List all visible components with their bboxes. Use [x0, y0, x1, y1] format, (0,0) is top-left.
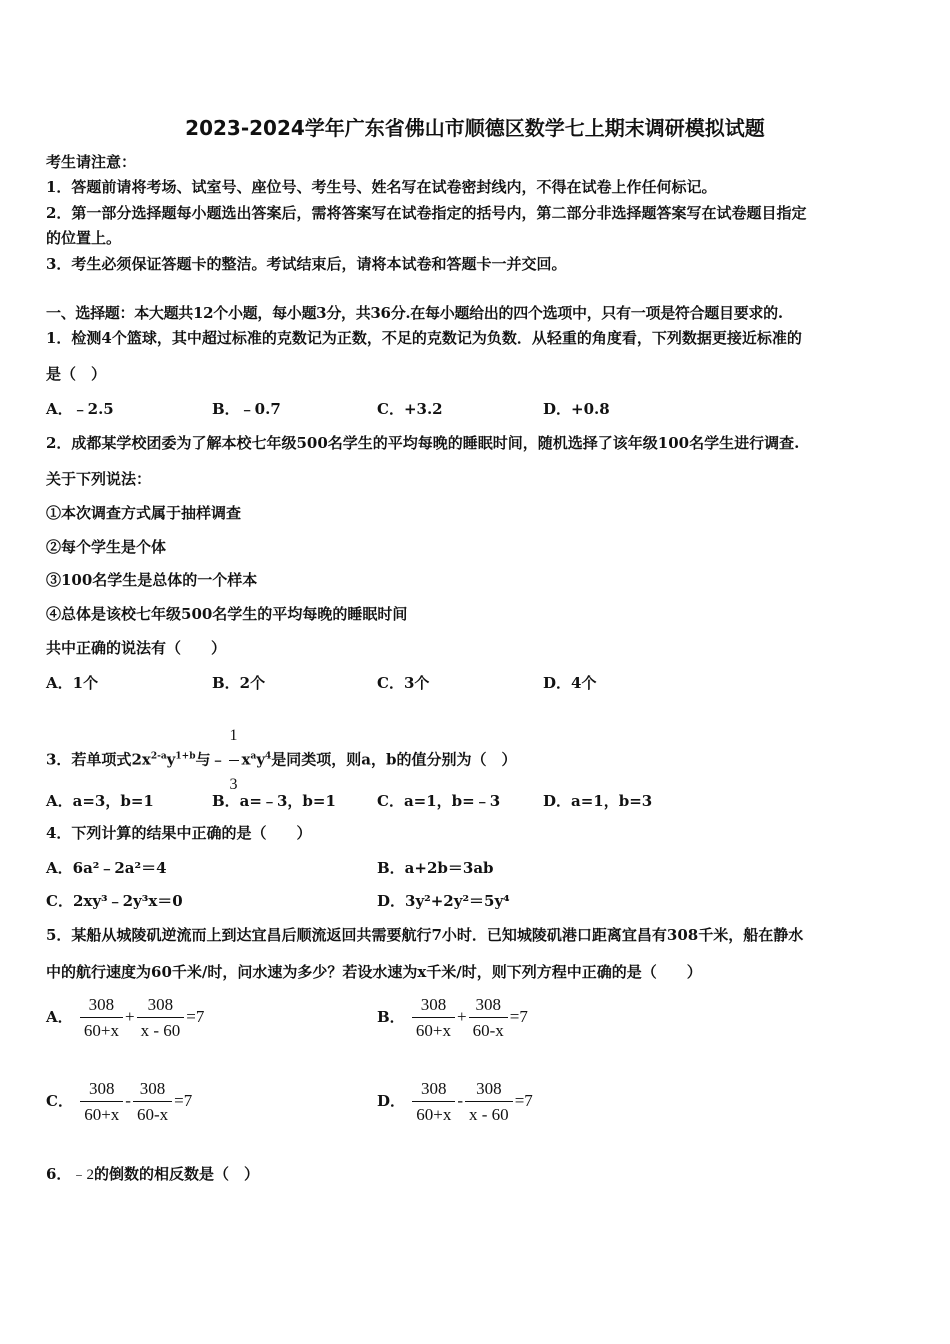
q5-c-frac-2-num: 308 [133, 1079, 172, 1102]
q5-option-a [46, 995, 204, 1041]
q3-option-b: B．a=﹣3，b=1 [212, 792, 336, 810]
notice-item-3: 3．考生必须保证答题卡的整洁。考试结束后，请将本试卷和答题卡一并交回。 [46, 255, 567, 273]
q6-text: 的倒数的相反数是（ ） [93, 1165, 259, 1183]
q3-var-y2: y [256, 750, 266, 769]
q2-stem: 2．成都某学校团委为了解本校七年级500名学生的平均每晚的睡眠时间，随机选择了该年级100名学生进行调查. [46, 434, 800, 452]
q3-var-y1: y [166, 750, 176, 769]
q5-d-operator: - [457, 1091, 464, 1110]
q3-exp-4: 4 [265, 751, 272, 762]
q3-option-c: C．a=1，b=﹣3 [377, 792, 501, 810]
q5-d-frac-1-num: 308 [412, 1079, 455, 1102]
q5-b-frac-2 [469, 995, 508, 1041]
q1-option-d: D．+0.8 [543, 400, 610, 418]
q4-option-c: C．2xy³﹣2y³x＝0 [46, 892, 183, 910]
q2-statement-3: ③100名学生是总体的一个样本 [46, 571, 258, 589]
q5-c-rhs: =7 [174, 1091, 193, 1110]
q2-statement-1: ①本次调查方式属于抽样调查 [46, 504, 242, 522]
q5-d-frac-2 [465, 1079, 513, 1125]
q5-option-b-label: B． [377, 1008, 405, 1026]
q5-a-frac-2 [137, 995, 185, 1041]
q2-statement-4: ④总体是该校七年级500名学生的平均每晚的睡眠时间 [46, 605, 408, 623]
q5-stem: 5．某船从城陵矶逆流而上到达宜昌后顺流返回共需要航行7小时．已知城陵矶港口距离宜昌有308千米，船在静水 [46, 926, 804, 944]
q3-frac-den: 3 [229, 776, 238, 793]
q5-d-frac-2-num: 308 [465, 1079, 513, 1102]
q5-a-frac-1-den: 60+x [83, 1021, 119, 1040]
q5-a-rhs: =7 [186, 1007, 205, 1026]
q3-frac-num: 1 [229, 712, 239, 761]
q6-number: 6． [46, 1165, 72, 1183]
page-title: 2023-2024学年广东省佛山市顺德区数学七上期末调研模拟试题 [185, 116, 765, 140]
q5-option-a-label: A． [46, 1008, 73, 1026]
q4-option-d: D．3y²+2y²＝5y⁴ [377, 892, 510, 910]
q4-option-a: A．6a²﹣2a²＝4 [46, 859, 167, 877]
notice-item-2: 2．第一部分选择题每小题选出答案后，需将答案写在试卷指定的括号内，第二部分非选择题答案写在试卷题目指定 [46, 204, 807, 222]
q2-stem-cont: 关于下列说法： [46, 470, 152, 488]
q5-d-frac-1-den: 60+x [416, 1105, 452, 1124]
q5-b-frac-2-num: 308 [469, 995, 508, 1018]
q5-d-frac-2-den: x - 60 [469, 1105, 509, 1124]
q6-stem [46, 1164, 259, 1185]
q1-stem: 1．检测4个篮球，其中超过标准的克数记为正数，不足的克数记为负数．从轻重的角度看，下列数据更接近标准的 [46, 329, 802, 347]
q5-option-c [46, 1079, 192, 1125]
q4-stem: 4．下列计算的结果中正确的是（ ） [46, 824, 312, 842]
notice-heading: 考生请注意： [46, 153, 137, 171]
q5-a-frac-2-num: 308 [137, 995, 185, 1018]
q3-var-x2: x [241, 750, 251, 769]
q2-option-a: A．1个 [46, 674, 99, 692]
q5-d-rhs: =7 [514, 1091, 533, 1110]
q3-exp-2: 1+b [175, 751, 196, 762]
q3-text-suffix: 是同类项，则a，b的值分别为（ ） [271, 750, 517, 769]
q5-a-frac-1 [80, 995, 123, 1041]
q5-b-frac-1-num: 308 [412, 995, 455, 1018]
q1-option-a: A．﹣2.5 [46, 400, 114, 418]
q5-option-d-label: D． [377, 1092, 406, 1110]
q6-value: ﹣2 [71, 1167, 94, 1183]
notice-item-1: 1．答题前请将考场、试室号、座位号、考生号、姓名写在试卷密封线内，不得在试卷上作任何标记。 [46, 178, 717, 196]
q5-c-frac-1 [80, 1079, 123, 1125]
q2-option-d: D．4个 [543, 674, 597, 692]
q5-stem-cont: 中的航行速度为60千米/时，问水速为多少？若设水速为x千米/时，则下列方程中正确的是（ ） [46, 963, 702, 981]
q5-c-frac-1-num: 308 [80, 1079, 123, 1102]
q5-a-operator: + [124, 1007, 135, 1026]
q3-text-with: 与﹣ [195, 750, 226, 769]
q3-option-d: D．a=1，b=3 [543, 792, 653, 810]
q5-a-frac-2-den: x - 60 [140, 1021, 181, 1040]
q4-option-b: B．a+2b＝3ab [377, 859, 494, 877]
q5-option-d [377, 1079, 533, 1125]
q3-exp-3: a [250, 751, 257, 762]
notice-item-2-cont: 的位置上。 [46, 229, 122, 247]
q5-c-frac-1-den: 60+x [84, 1105, 120, 1124]
q5-a-frac-1-num: 308 [80, 995, 123, 1018]
q5-b-rhs: =7 [509, 1007, 528, 1026]
q5-option-c-label: C． [46, 1092, 73, 1110]
q1-option-b: B．﹣0.7 [212, 400, 281, 418]
q2-ask: 共中正确的说法有（ ） [46, 639, 227, 657]
q5-c-frac-2 [133, 1079, 172, 1125]
q5-d-frac-1 [412, 1079, 455, 1125]
q3-text-prefix: 3．若单项式2x [46, 750, 151, 769]
q3-option-a: A．a=3，b=1 [46, 792, 154, 810]
q3-exp-1: 2-a [150, 751, 167, 762]
q5-b-operator: + [457, 1007, 467, 1026]
q2-option-c: C．3个 [377, 674, 430, 692]
q1-option-c: C．+3.2 [377, 400, 443, 418]
q2-statement-2: ②每个学生是个体 [46, 538, 167, 556]
q1-stem-cont: 是（ ） [46, 365, 107, 383]
q2-option-b: B．2个 [212, 674, 266, 692]
q5-b-frac-1 [412, 995, 455, 1041]
q5-option-b [377, 995, 528, 1041]
q5-c-operator: - [125, 1091, 131, 1110]
q5-b-frac-1-den: 60+x [415, 1021, 452, 1040]
q5-c-frac-2-den: 60-x [136, 1105, 169, 1124]
section-heading: 一、选择题：本大题共12个小题，每小题3分，共36分.在每小题给出的四个选项中，只有一项是符合题目要求的. [46, 304, 783, 322]
q5-b-frac-2-den: 60-x [472, 1021, 504, 1040]
